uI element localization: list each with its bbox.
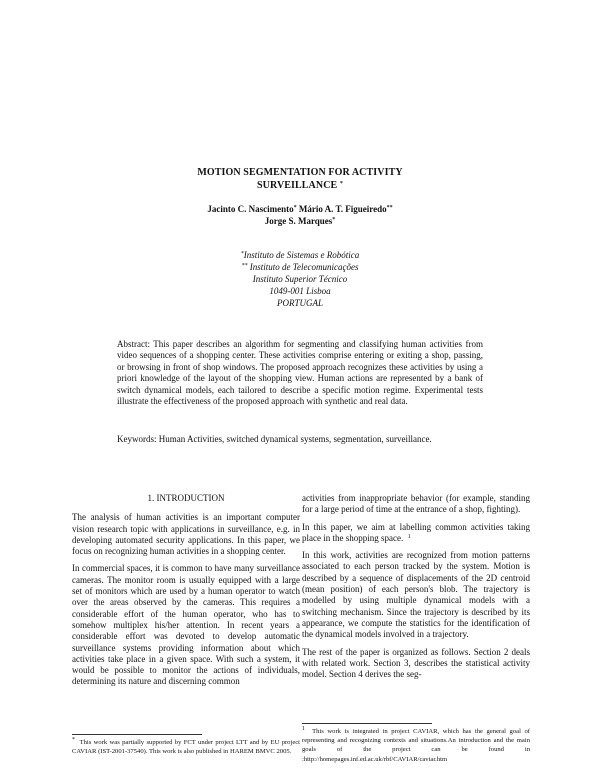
right-paragraph-3: In this work, activities are recognized from motion patterns associated to each person tracked by the system. Motion is described by a sequence of displacements of the 2D centroid (mean position) of each person's blob. The trajectory is modelled by using multiple dynamical models with a switching mechanism. Since the trajectory is described by its appearance, we compute the statistics for the identification of the dynamical models involved in a trajectory. xyxy=(302,550,530,640)
author-2: Mário A. T. Figueiredo xyxy=(298,204,387,214)
right-column xyxy=(302,493,530,680)
footnote-ref-1: 1 xyxy=(407,533,411,540)
footnote-right: $^1$ This work is integrated in project CAVIAR, which has the general goal of representing and recognizing contexts and situations.An introduction and the main goals of the project can be found in :http://homepages.inf.ed.ac.uk/rbf/CAVIAR/caviar.htm xyxy=(302,726,530,763)
paper-title xyxy=(0,166,600,192)
left-column xyxy=(72,493,300,688)
author-list xyxy=(0,203,600,227)
author-line-1: Jacinto C. Nascimento* Mário A. T. Figueiredo** xyxy=(207,204,393,214)
title-line-2: SURVEILLANCE * xyxy=(256,180,344,191)
footnote-rule-left xyxy=(72,734,202,735)
affiliation-2: ** Instituto de Telecomunicações xyxy=(241,262,359,272)
intro-paragraph-1: The analysis of human activities is an important computer vision research topic with applications in surveillance, e.g. in developing automated security applications. In this paper, we focus on recognizing human activities in a shopping center. xyxy=(72,512,300,557)
author-3: Jorge S. Marques xyxy=(264,216,333,226)
affiliation-1: *Instituto de Sistemas e Robótica xyxy=(240,250,360,260)
abstract: Abstract: This paper describes an algorithm for segmenting and classifying human activities from video sequences of a shopping center. These activities comprise entering or exiting a shop, passing, or browsing in front of shop windows. The proposed approach recognizes these activities by using a priori knowledge of the layout of the shopping view. Human actions are represented by a bank of switch dynamical models, each tailored to describe a specific motion regime. Experimental tests illustrate the effectiveness of the proposed approach with synthetic and real data. xyxy=(117,339,483,407)
right-paragraph-1: activities from inappropriate behavior (for example, standing for a large period of time at the entrance of a shop, fighting). xyxy=(302,493,530,515)
affiliation-5: PORTUGAL xyxy=(276,298,323,308)
section-heading-introduction: 1. INTRODUCTION xyxy=(147,493,225,503)
right-paragraph-4: The rest of the paper is organized as follows. Section 2 deals with related work. Section 3, describes the statistical activity model. Section 4 derives the seg- xyxy=(302,646,530,680)
intro-paragraph-2: In commercial spaces, it is common to have many surveillance cameras. The monitor room is usually equipped with a large set of monitors which are used by a human operator to watch over the areas observed by the cameras. This requires a considerable effort of the human operator, who has to somehow multiplex his/her attention. In recent years a considerable effort was devoted to develop automatic surveillance systems providing information about which activities take place in a given space. With such a system, it would be possible to monitor the actions of individuals, determining its nature and discerning common xyxy=(72,563,300,687)
footnote-rule-right xyxy=(302,723,432,724)
title-footnote-mark: * xyxy=(339,181,344,187)
affiliations xyxy=(0,249,600,309)
affiliation-3: Instituto Superior Técnico xyxy=(252,274,348,284)
right-paragraph-2: In this paper, we aim at labelling common activities taking place in the shopping space. $^1$ xyxy=(302,521,530,543)
keywords: Keywords: Human Activities, switched dynamical systems, segmentation, surveillance. xyxy=(117,434,432,444)
footnote-left: * This work was partially supported by FCT under project LTT and by EU project CAVIAR (IST-2001-37540). This work is also published in HAREM BMVC 2005. xyxy=(72,737,300,756)
affiliation-4: 1049-001 Lisboa xyxy=(269,286,331,296)
author-1: Jacinto C. Nascimento xyxy=(207,204,294,214)
title-line-1: MOTION SEGMENTATION FOR ACTIVITY xyxy=(197,167,403,178)
author-line-2: Jorge S. Marques* xyxy=(264,216,336,226)
